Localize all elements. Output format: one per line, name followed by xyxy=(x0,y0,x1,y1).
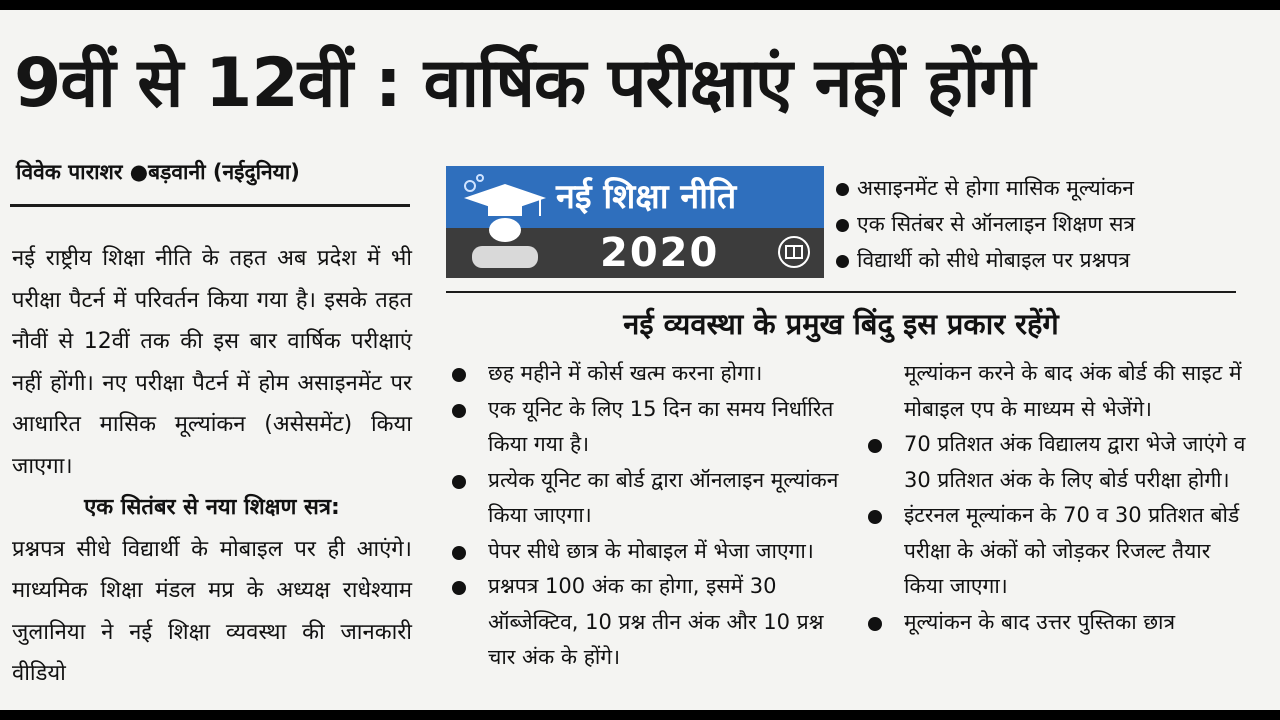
left-subheading: एक सितंबर से नया शिक्षण सत्र: xyxy=(84,495,340,520)
gear-icon xyxy=(465,181,475,191)
left-paragraph-2: प्रश्नपत्र सीधे विद्यार्थी के मोबाइल पर ही आएंगे। माध्यमिक शिक्षा मंडल मप्र के अध्यक्ष राधेश्याम जुलानिया ने नई शिक्षा व्यवस्था की जानकारी वीडियो xyxy=(12,536,412,686)
book-icon xyxy=(776,232,812,272)
list-item: छह महीने में कोर्स खत्म करना होगा। xyxy=(450,356,840,392)
bullet-dot-icon xyxy=(452,475,466,489)
list-item: 70 प्रतिशत अंक विद्यालय द्वारा भेजे जाएंगे व 30 प्रतिशत अंक के लिए बोर्ड परीक्षा होगी। xyxy=(866,427,1251,498)
section-divider xyxy=(446,291,1236,293)
newspaper-clipping xyxy=(0,10,1280,710)
list-item: पेपर सीधे छात्र के मोबाइल में भेजा जाएगा। xyxy=(450,534,840,570)
list-item: एक सितंबर से ऑनलाइन शिक्षण सत्र xyxy=(836,206,1236,242)
key-points-middle xyxy=(450,356,840,676)
bullet-dot-icon xyxy=(836,255,849,268)
list-item-continuation: मूल्यांकन करने के बाद अंक बोर्ड की साइट में मोबाइल एप के माध्यम से भेजेंगे। xyxy=(904,361,1242,421)
bullet-dot-icon xyxy=(836,219,849,232)
left-column xyxy=(12,238,412,695)
key-points-right xyxy=(866,356,1251,640)
highlights-list xyxy=(836,170,1236,278)
list-item: विद्यार्थी को सीधे मोबाइल पर प्रश्नपत्र xyxy=(836,242,1236,278)
logo-title: नई शिक्षा नीति xyxy=(556,177,737,217)
bullet-dot-icon xyxy=(836,183,849,196)
bullet-dot-icon xyxy=(868,510,882,524)
bullet-dot-icon xyxy=(452,581,466,595)
bullet-dot-icon xyxy=(868,617,882,631)
list-item: प्रत्येक यूनिट का बोर्ड द्वारा ऑनलाइन मूल्यांकन किया जाएगा। xyxy=(450,463,840,534)
section-title: नई व्यवस्था के प्रमुख बिंदु इस प्रकार रहेंगे xyxy=(623,307,1059,341)
bullet-dot-icon xyxy=(452,368,466,382)
bullet-dot-icon xyxy=(452,404,466,418)
left-paragraph-1: नई राष्ट्रीय शिक्षा नीति के तहत अब प्रदेश में भी परीक्षा पैटर्न में परिवर्तन किया गया है। इसके तहत नौवीं से 12वीं तक की इस बार वार्षिक परीक्षाएं नहीं होंगी। नए परीक्षा पैटर्न में होम असाइनमेंट पर आधारित मासिक मूल्यांकन (असेसमेंट) किया जाएगा। xyxy=(12,246,412,479)
byline-divider xyxy=(10,204,410,207)
list-item: प्रश्नपत्र 100 अंक का होगा, इसमें 30 ऑब्जेक्टिव, 10 प्रश्न तीन अंक और 10 प्रश्न चार अंक के होंगे। xyxy=(450,569,840,676)
logo-year: 2020 xyxy=(600,230,720,276)
list-item: इंटरनल मूल्यांकन के 70 व 30 प्रतिशत बोर्ड परीक्षा के अंकों को जोड़कर रिजल्ट तैयार किया जाएगा। xyxy=(866,498,1251,605)
list-item: एक यूनिट के लिए 15 दिन का समय निर्धारित किया गया है। xyxy=(450,392,840,463)
education-policy-logo xyxy=(446,166,824,278)
byline: विवेक पाराशर ●बड़वानी (नईदुनिया) xyxy=(16,160,300,184)
bullet-dot-icon xyxy=(868,439,882,453)
bullet-dot-icon xyxy=(452,546,466,560)
graduation-cap-icon xyxy=(460,172,550,272)
list-item: असाइनमेंट से होगा मासिक मूल्यांकन xyxy=(836,170,1236,206)
headline: 9वीं से 12वीं : वार्षिक परीक्षाएं नहीं होंगी xyxy=(14,44,1035,123)
list-item: मूल्यांकन के बाद उत्तर पुस्तिका छात्र xyxy=(866,605,1251,641)
